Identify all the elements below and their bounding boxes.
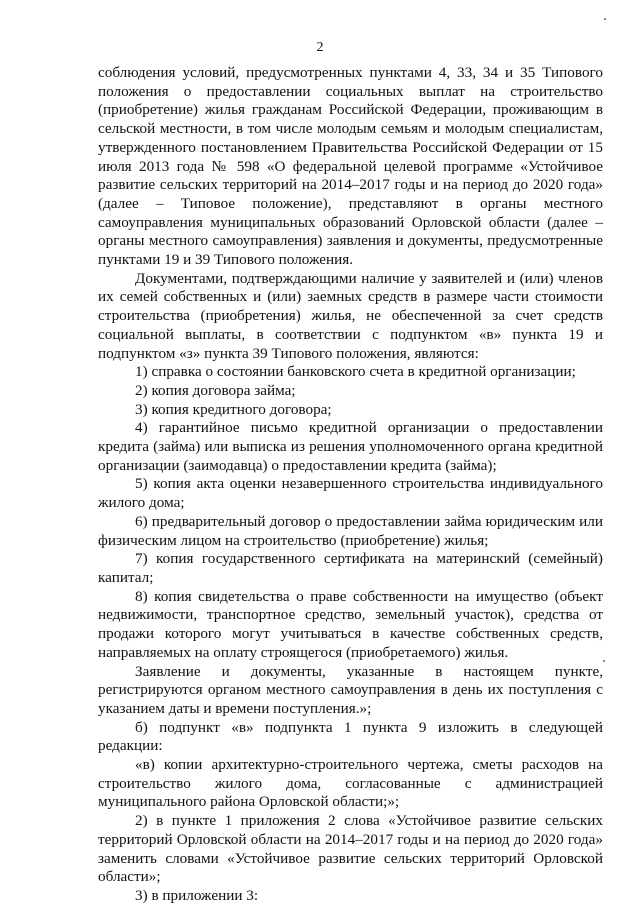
paragraph-registration: Заявление и документы, указанные в настоящем пункте, регистрируются органом местного самоуправления в день их поступления с указанием даты и времени поступления.»; [98, 662, 603, 717]
list-item-5: 5) копия акта оценки незавершенного строительства индивидуального жилого дома; [98, 475, 603, 512]
paragraph-point-2: 2) в пункте 1 приложения 2 слова «Устойчивое развитие сельских территорий Орловской области на 2014–2017 годы и на период до 2020 года» заменить словами «Устойчивое развитие сельских территорий Орловской области»; [98, 812, 603, 886]
list-item-7: 7) копия государственного сертификата на материнский (семейный) капитал; [98, 550, 603, 586]
scan-speck [604, 18, 606, 20]
paragraph-quoted-edit: «в) копии архитектурно-строительного чертежа, сметы расходов на строительство жилого дома, согласованные с администрацией муниципального района Орловской области;»; [98, 756, 603, 811]
list-item-4: 4) гарантийное письмо кредитной организации о предоставлении кредита (займа) или выписка из решения уполномоченного органа кредитной организации (заимодавца) о предоставлении кредита (займа); [98, 419, 603, 474]
list-item-6: 6) предварительный договор о предоставлении займа юридическим или физическим лицом на строительство (приобретение) жилья; [98, 512, 603, 549]
list-item-3: 3) копия кредитного договора; [135, 400, 332, 418]
list-item-1: 1) справка о состоянии банковского счета в кредитной организации; [135, 363, 576, 381]
list-item-2: 2) копия договора займа; [135, 381, 296, 399]
document-body [98, 64, 603, 906]
scan-speck [603, 660, 605, 662]
paragraph-documents-intro: Документами, подтверждающими наличие у заявителей и (или) членов их семей собственных и (или) заемных средств в размере части стоимости строительства (приобретения) жилья, не обеспеченной за счет средств социальной выплаты, в соответствии с подпунктом «в» пункта 19 и подпунктом «з» пункта 39 Типового положения, являются: [98, 269, 603, 362]
page-number: 2 [316, 40, 324, 55]
paragraph-subpoint-b: б) подпункт «в» подпункта 1 пункта 9 изложить в следующей редакции: [98, 718, 603, 755]
paragraph-continuation: соблюдения условий, предусмотренных пунктами 4, 33, 34 и 35 Типового положения о предоставлении социальных выплат на строительство (приобретение) жилья гражданам Российской Федерации, проживающим в сельской местности, в том числе молодым семьям и молодым специалистам, утвержденного постановлением Правительства Российской Федерации от 15 июля 2013 года № 598 «О федеральной целевой программе «Устойчивое развитие сельских территорий на 2014–2017 годы и на период до 2020 года» (далее – Типовое положение), представляют в органы местного самоуправления муниципальных образований Орловской области (далее – органы местного самоуправления) заявления и документы, предусмотренные пунктами 19 и 39 Типового положения. [98, 64, 603, 269]
list-item-8: 8) копия свидетельства о праве собственности на имущество (объект недвижимости, транспортное средство, земельный участок), средства от продажи которого могут учитываться в качестве собственных средств, направляемых на оплату строящегося (приобретаемого) жилья. [98, 587, 603, 661]
paragraph-point-3: 3) в приложении 3: [135, 886, 259, 904]
